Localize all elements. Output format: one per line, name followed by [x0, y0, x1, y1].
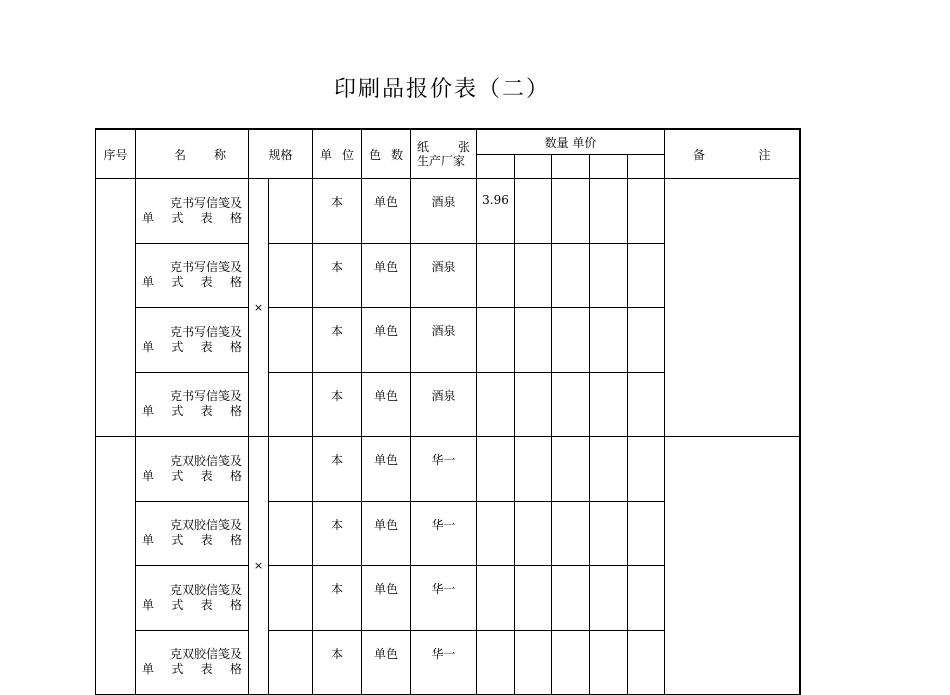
- name-line-2: [142, 404, 242, 419]
- qty-col-3: [552, 155, 590, 179]
- name-char: 式: [171, 468, 184, 483]
- name-char: 单: [142, 597, 155, 612]
- spec-cell: [269, 566, 313, 631]
- spec-cell: [269, 179, 313, 244]
- header-unit-a: 单: [320, 147, 333, 162]
- qty-col-4: [590, 155, 628, 179]
- price-table: [95, 128, 801, 695]
- name-line-1: 克双胶信笺及: [169, 453, 242, 468]
- price-cell-empty: [590, 308, 628, 373]
- price-cell-empty: [628, 308, 665, 373]
- price-cell-empty: [552, 630, 590, 695]
- unit-cell: 本: [313, 372, 362, 437]
- name-line-2: [142, 275, 242, 290]
- color-cell: 单色: [362, 630, 411, 695]
- name-line-1: 克双胶信笺及: [169, 518, 242, 533]
- price-cell-empty: [552, 501, 590, 566]
- spec-cell: [269, 243, 313, 308]
- price-cell-empty: [515, 437, 552, 502]
- note-cell: [665, 179, 800, 437]
- spec-cell: [269, 308, 313, 373]
- name-cell: [136, 179, 249, 244]
- name-line-1: 克书写信笺及: [169, 195, 242, 210]
- unit-cell: 本: [313, 243, 362, 308]
- name-cell: [136, 630, 249, 695]
- name-cell: [136, 566, 249, 631]
- table-row: [96, 437, 800, 502]
- seq-cell: [96, 179, 136, 437]
- price-cell: [477, 501, 515, 566]
- name-cell: [136, 243, 249, 308]
- name-line-2: [142, 533, 242, 548]
- note-cell: [665, 437, 800, 695]
- name-char: 式: [171, 339, 184, 354]
- qty-col-5: [628, 155, 665, 179]
- name-line-2: [142, 469, 242, 484]
- price-cell-empty: [628, 501, 665, 566]
- name-char: 单: [142, 339, 155, 354]
- price-cell-empty: [552, 308, 590, 373]
- price-cell: [477, 372, 515, 437]
- name-cell: [136, 437, 249, 502]
- name-char: 单: [142, 533, 155, 548]
- name-line-1: 克书写信笺及: [169, 260, 242, 275]
- name-char: 格: [229, 404, 242, 419]
- name-char: 格: [229, 662, 242, 677]
- name-cell: [136, 501, 249, 566]
- paper-maker-cell: 华一: [411, 630, 477, 695]
- unit-cell: 本: [313, 566, 362, 631]
- color-cell: 单色: [362, 437, 411, 502]
- price-cell-empty: [628, 566, 665, 631]
- price-cell-empty: [552, 243, 590, 308]
- name-char: 式: [171, 597, 184, 612]
- paper-maker-cell: 华一: [411, 501, 477, 566]
- price-cell-empty: [590, 243, 628, 308]
- paper-maker-cell: 酒泉: [411, 372, 477, 437]
- price-cell-empty: [628, 630, 665, 695]
- spec-cell: [269, 501, 313, 566]
- name-line-1: 克双胶信笺及: [169, 582, 242, 597]
- price-cell: 3.96: [477, 179, 515, 244]
- price-cell-empty: [590, 372, 628, 437]
- header-colors-b: 数: [391, 147, 404, 162]
- name-char: 表: [200, 210, 213, 225]
- price-cell-empty: [515, 501, 552, 566]
- header-spec: 规格: [249, 129, 313, 179]
- unit-cell: 本: [313, 501, 362, 566]
- price-cell: [477, 630, 515, 695]
- header-name-b: 称: [213, 147, 226, 162]
- spec-cell: [269, 437, 313, 502]
- price-cell-empty: [628, 243, 665, 308]
- name-cell: [136, 308, 249, 373]
- name-char: 表: [200, 275, 213, 290]
- unit-cell: 本: [313, 630, 362, 695]
- price-cell: [477, 437, 515, 502]
- header-paper: [411, 129, 477, 179]
- color-cell: 单色: [362, 308, 411, 373]
- name-char: 单: [142, 210, 155, 225]
- price-cell-empty: [628, 372, 665, 437]
- price-cell-empty: [552, 179, 590, 244]
- header-qty-price: 数量 单价: [477, 129, 665, 155]
- name-char: 格: [229, 533, 242, 548]
- unit-cell: 本: [313, 179, 362, 244]
- color-cell: 单色: [362, 243, 411, 308]
- header-name: [136, 129, 249, 179]
- table-row: [96, 179, 800, 244]
- header-unit-b: 位: [342, 147, 355, 162]
- name-line-2: [142, 340, 242, 355]
- name-char: 表: [200, 468, 213, 483]
- price-cell-empty: [590, 630, 628, 695]
- header-note-a: 备: [693, 147, 706, 162]
- qty-col-2: [515, 155, 552, 179]
- spec-x-mark: ×: [249, 437, 269, 695]
- price-cell-empty: [628, 179, 665, 244]
- page-title: 印刷品报价表（二）: [333, 77, 550, 102]
- color-cell: 单色: [362, 566, 411, 631]
- color-cell: 单色: [362, 179, 411, 244]
- price-cell-empty: [515, 566, 552, 631]
- price-cell-empty: [552, 566, 590, 631]
- color-cell: 单色: [362, 501, 411, 566]
- name-line-2: [142, 211, 242, 226]
- name-char: 单: [142, 275, 155, 290]
- name-char: 表: [200, 339, 213, 354]
- name-line-1: 克书写信笺及: [169, 389, 242, 404]
- header-note: [665, 129, 800, 179]
- spec-x-mark: ×: [249, 179, 269, 437]
- price-cell-empty: [590, 179, 628, 244]
- name-char: 式: [171, 404, 184, 419]
- name-char: 格: [229, 468, 242, 483]
- name-line-2: [142, 598, 242, 613]
- price-cell-empty: [590, 566, 628, 631]
- header-seq: 序号: [96, 129, 136, 179]
- unit-cell: 本: [313, 308, 362, 373]
- paper-maker-cell: 华一: [411, 437, 477, 502]
- name-char: 式: [171, 533, 184, 548]
- name-char: 表: [200, 533, 213, 548]
- name-char: 单: [142, 468, 155, 483]
- name-char: 表: [200, 662, 213, 677]
- price-cell: [477, 308, 515, 373]
- name-char: 式: [171, 210, 184, 225]
- qty-col-1: [477, 155, 515, 179]
- header-colors-a: 色: [369, 147, 382, 162]
- name-char: 单: [142, 404, 155, 419]
- color-cell: 单色: [362, 372, 411, 437]
- name-line-1: 克双胶信笺及: [169, 647, 242, 662]
- paper-maker-cell: 酒泉: [411, 243, 477, 308]
- header-paper-maker: 生产厂家: [417, 154, 466, 168]
- price-cell-empty: [590, 437, 628, 502]
- price-cell-empty: [590, 501, 628, 566]
- unit-cell: 本: [313, 437, 362, 502]
- name-char: 表: [200, 597, 213, 612]
- price-cell-empty: [515, 372, 552, 437]
- price-cell-empty: [552, 437, 590, 502]
- price-cell-empty: [552, 372, 590, 437]
- name-char: 表: [200, 404, 213, 419]
- price-cell-empty: [515, 179, 552, 244]
- name-char: 式: [171, 275, 184, 290]
- header-colors: [362, 129, 411, 179]
- price-cell-empty: [628, 437, 665, 502]
- spec-cell: [269, 630, 313, 695]
- name-char: 格: [229, 210, 242, 225]
- name-line-1: 克书写信笺及: [169, 324, 242, 339]
- header-paper-b: 张: [458, 140, 471, 154]
- price-cell: [477, 566, 515, 631]
- name-cell: [136, 372, 249, 437]
- header-unit: [313, 129, 362, 179]
- price-cell-empty: [515, 630, 552, 695]
- header-note-b: 注: [758, 147, 771, 162]
- name-char: 式: [171, 662, 184, 677]
- header-name-a: 名: [174, 147, 187, 162]
- name-char: 格: [229, 275, 242, 290]
- paper-maker-cell: 酒泉: [411, 179, 477, 244]
- seq-cell: [96, 437, 136, 695]
- name-char: 单: [142, 662, 155, 677]
- paper-maker-cell: 酒泉: [411, 308, 477, 373]
- spec-cell: [269, 372, 313, 437]
- name-char: 格: [229, 339, 242, 354]
- name-line-2: [142, 662, 242, 677]
- price-cell-empty: [515, 243, 552, 308]
- price-cell-empty: [515, 308, 552, 373]
- price-cell: [477, 243, 515, 308]
- paper-maker-cell: 华一: [411, 566, 477, 631]
- name-char: 格: [229, 597, 242, 612]
- header-paper-a: 纸: [417, 140, 430, 154]
